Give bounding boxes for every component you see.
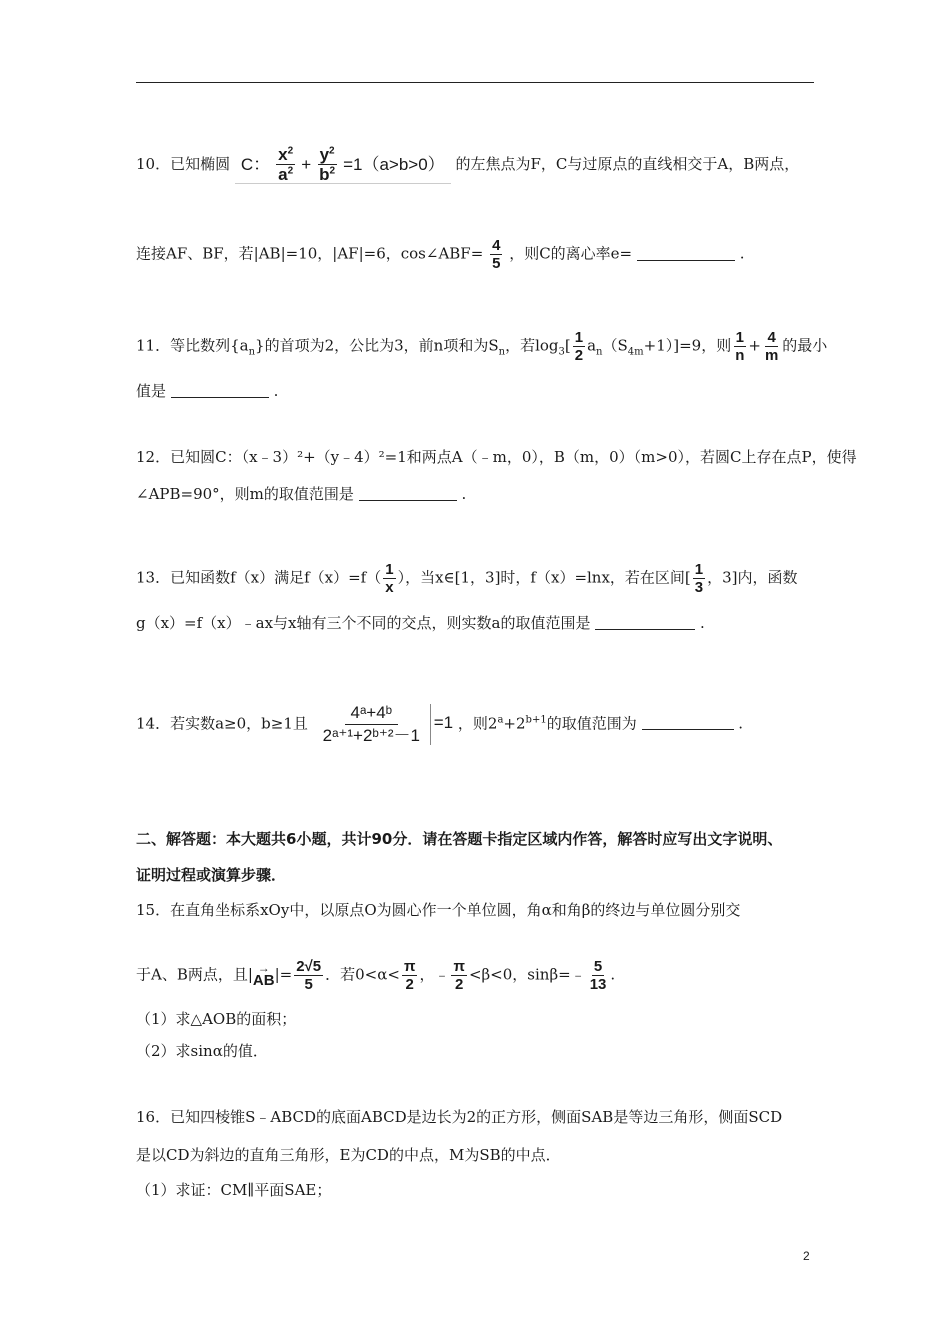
ellipse-formula: C： $\frac{x^2}{a^2}$ + $\frac{y^2}{b^2}$ =1（a>b>0） [235,146,451,184]
q10-line2-prefix: 连接AF、BF，若|AB|=10，|AF|=6，cos∠ABF= [136,244,484,263]
q11-suffix: 的最小 [782,336,828,355]
q13-int-num: 1 [694,561,704,578]
cos-den: 5 [492,255,501,272]
four-over-m-fraction [763,330,780,363]
page-number: 2 [803,1249,810,1263]
q14-prefix: 14．若实数a≥0，b≥1且 [136,714,308,733]
q14-suffix: 的取值范围为 [546,714,637,733]
q11-mid5: +1）]=9，则 [643,336,732,355]
answer-blank-14[interactable] [642,715,734,730]
q16-part1: （1）求证：CM∥平面SAE； [136,1181,332,1199]
sin-fraction [588,959,609,992]
frac2-num: 4 [767,329,776,346]
question-10-line-2 [136,238,744,271]
question-16-line-2 [136,1145,561,1165]
q11-line2: 值是 [136,382,167,400]
q12-end: . [461,485,467,503]
ab-den: 5 [304,976,313,993]
cos-fraction [490,238,502,271]
question-11-line-1 [136,330,827,363]
question-15-line-1 [136,900,740,920]
q14-end: . [738,714,744,733]
half-den: 2 [574,347,584,364]
question-16-part-1 [136,1180,331,1200]
q14-sup1: a [497,714,504,726]
pi-den-2: 2 [455,976,464,993]
q13-end: . [700,614,705,632]
q15-l2-prefix: 于A、B两点，且| [136,965,253,984]
answer-blank-10[interactable] [637,246,735,261]
one-over-x-fraction [383,562,395,595]
section2-line2: 证明过程或演算步骤． [136,866,287,884]
q13-line2: g（x）=f（x）﹣ax与x轴有三个不同的交点，则实数a的取值范围是 [136,614,591,632]
q11-plus: + [748,336,761,355]
q15-l2-mid1: ．若0<α< [325,965,400,984]
question-13-line-1 [136,562,798,595]
q15-part2: （2）求sinα的值． [136,1042,268,1060]
q11-sub-4m: 4m [627,346,644,358]
frac1-den: n [735,347,745,364]
q13-frac-den: x [385,579,394,596]
sin-num: 5 [593,958,603,975]
q12-line2: ∠APB=90°，则m的取值范围是 [136,485,354,503]
frac2-den: m [764,347,779,364]
q14-formula [313,704,431,745]
question-15-part-2 [136,1041,268,1061]
question-12-line-2 [136,484,466,504]
q11-sub-n3: n [596,346,603,358]
q13-mid: ），当x∈[1，3]时，f（x）=lnx，若在区间[ [397,568,691,587]
q11-sub-3: 3 [558,346,565,358]
q10-prefix: 10．已知椭圆 [136,155,231,173]
y-num: y [319,145,330,164]
q16-line2: 是以CD为斜边的直角三角形，E为CD的中点，M为SB的中点． [136,1146,561,1164]
question-15-line-2 [136,959,615,992]
vector-ab [252,961,275,990]
q11-sub-n2: n [498,346,506,358]
answer-blank-11[interactable] [171,383,269,398]
pi-over-2-fraction [402,959,417,992]
pi-num: π [403,958,416,975]
q15-l2-eq: |= [274,965,293,984]
q11-sub-n: n [248,346,256,358]
q12-line1: 12．已知圆C：（x﹣3）²+（y﹣4）²=1和两点A（﹣m，0），B（m，0）（m>0），若圆C上存在点P，使得 [136,448,857,466]
header-rule [136,82,814,83]
ellipse-tail: =1（a>b>0） [343,154,445,174]
ab-num: 2√5 [296,958,322,975]
vector-arrow-icon: → [257,961,270,976]
q10-line2-suffix: ，则C的离心率e= [509,244,633,263]
ab-fraction [294,959,323,992]
pi-num-2: π [453,958,465,975]
question-15-part-1 [136,1009,296,1029]
a-den: a [278,165,288,184]
frac1-num: 1 [735,329,744,346]
q13-prefix: 13．已知函数f（x）满足f（x）=f（ [136,568,382,587]
q13-frac-num: 1 [385,561,394,578]
question-13-line-2 [136,613,705,633]
q11-mid1: }的首项为2，公比为3，前n项和为S [255,336,499,355]
question-12-line-1 [136,447,857,467]
section-2-heading-line-1 [136,829,782,849]
b-den: b [319,165,330,184]
q15-part1: （1）求△AOB的面积； [136,1010,297,1028]
answer-blank-13[interactable] [595,615,695,630]
q13-int-den: 3 [694,579,704,596]
q15-line1: 15．在直角坐标系xOy中，以原点O为圆心作一个单位圆，角α和角β的终边与单位圆分别交 [136,901,741,919]
q16-line1: 16．已知四棱锥S﹣ABCD的底面ABCD是边长为2的正方形，侧面SAB是等边三角形，侧面SCD [136,1108,783,1126]
q14-num: 4ᵃ+4ᵇ [345,704,399,725]
q10-suffix: 的左焦点为F，C与过原点的直线相交于A，B两点， [455,155,800,173]
q14-den: 2ᵃ⁺¹+2ᵇ⁺²－1 [322,725,420,745]
q10-end: . [739,244,745,263]
pi-den: 2 [405,976,414,993]
question-10-line-1 [136,146,799,184]
half-num: 1 [574,329,584,346]
q11-prefix: 11．等比数列{a [136,336,249,355]
q14-mid: ，则2 [457,714,498,733]
half-fraction [573,330,585,363]
one-over-n-fraction [733,330,746,363]
q14-mid2: +2 [503,714,526,733]
section-2-heading-line-2 [136,865,286,885]
question-16-line-1 [136,1107,782,1127]
q14-eq: =1 [433,713,454,733]
y2-over-b2: $\frac{y^2}{b^2}$ [319,145,336,184]
x2-over-a2: $\frac{x^2}{a^2}$ [278,145,294,184]
neg-pi-over-2-fraction [451,959,466,992]
q14-sup2: b+1 [525,714,547,726]
q15-end: . [610,965,616,984]
q11-mid3: a [587,336,597,355]
q11-mid2: ，若log [505,336,559,355]
section2-line1: 二、解答题：本大题共6小题，共计90分．请在答题卡指定区域内作答，解答时应写出文字说明、 [136,830,783,848]
question-14-line [136,704,743,745]
vec-label: AB [252,972,275,990]
q11-bracket: [ [564,336,571,355]
q11-end: . [273,382,279,400]
q13-suffix: ，3]内，函数 [707,568,798,587]
answer-blank-12[interactable] [359,486,457,501]
q15-l2-mid2: ，﹣ [419,965,450,984]
x-num: x [278,145,288,164]
one-third-fraction [693,562,705,595]
q11-mid4: （S [602,336,628,355]
ellipse-c-label: C： [240,154,271,174]
question-11-line-2 [136,381,278,401]
sin-den: 13 [589,976,607,993]
cos-num: 4 [492,237,501,254]
q15-l2-mid3: <β<0，sinβ=﹣ [468,965,586,984]
